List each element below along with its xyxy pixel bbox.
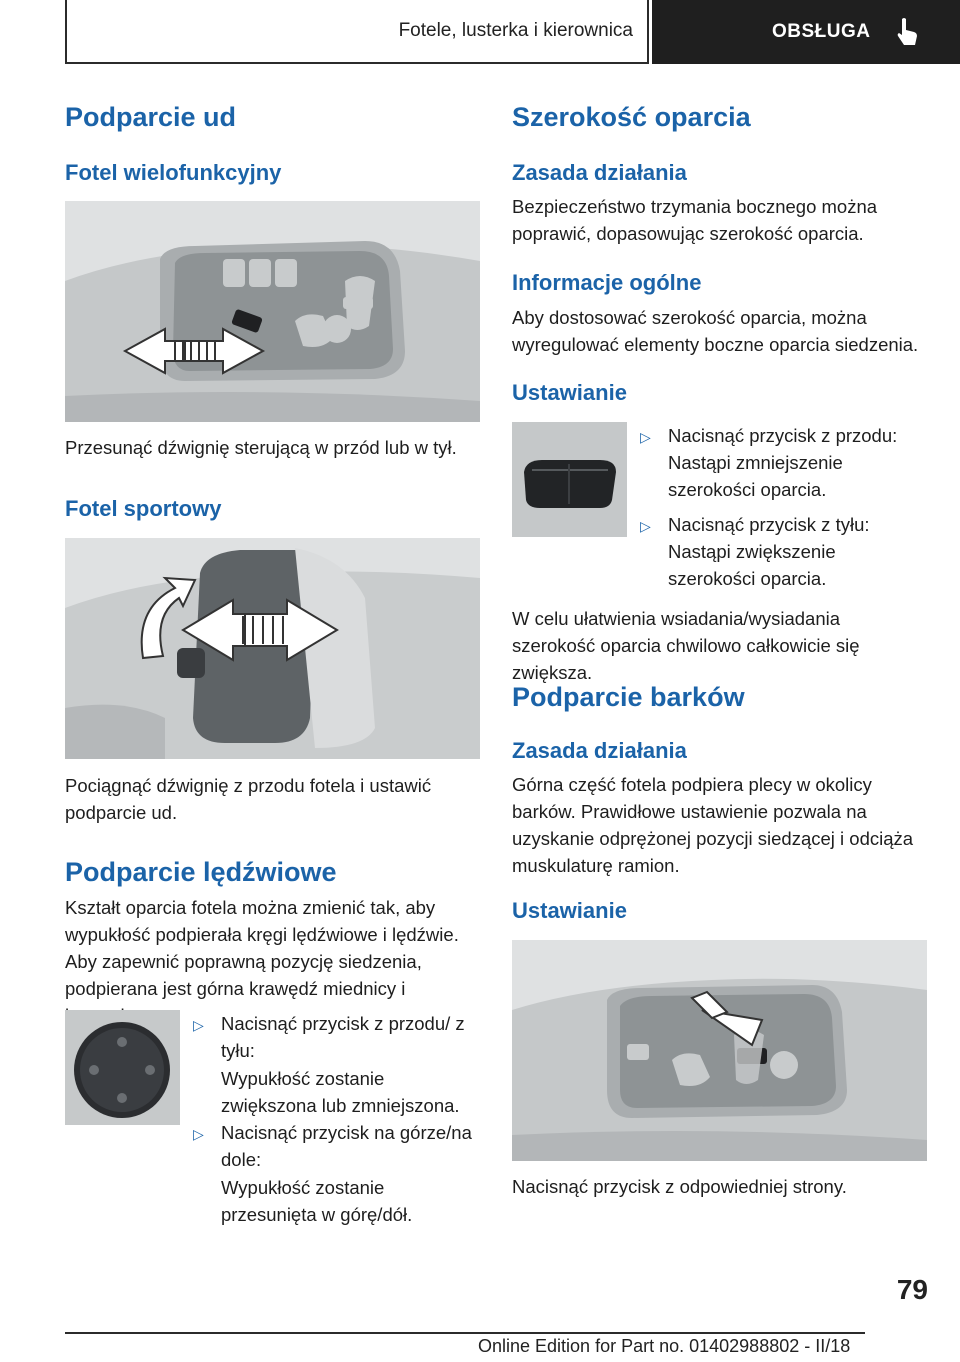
list-bullet-icon: ▷: [640, 429, 651, 445]
list-item: Nacisnąć przycisk z przodu/ z tyłu:: [221, 1013, 465, 1061]
photo-shoulder-support-controls: [512, 940, 927, 1161]
text-press-button: Nacisnąć przycisk z odpowiedniej strony.: [512, 1176, 847, 1197]
heading-lumbar-support: Podparcie lędźwiowe: [65, 857, 337, 887]
list-bullet-icon: ▷: [640, 518, 651, 534]
text-lumbar-support: Kształt oparcia fotela można zmienić tak, aby wypukłość podpierała kręgi lędźwiowe i lędźwie. Aby zapewnić poprawną pozycję siedzenia, podpierana jest górna krawędź miednicy i: [65, 897, 459, 999]
page-number: 79: [896, 1274, 928, 1305]
list-bullet-icon: ▷: [193, 1126, 204, 1142]
photo-sport-seat-lever: [65, 538, 480, 759]
header-chapter-tab: [652, 0, 960, 64]
heading-backrest-width: Szerokość oparcia: [512, 102, 751, 132]
footer-divider: [65, 1332, 865, 1334]
list-item: Nacisnąć przycisk z przodu:: [668, 425, 898, 446]
heading-general-info: Informacje ogólne: [512, 270, 702, 295]
section-title: Fotele, lusterka i kierownica: [398, 20, 633, 41]
heading-sport-seat: Fotel sportowy: [65, 496, 222, 521]
list-item-result: Wypukłość zostanie przesunięta w górę/dół.: [221, 1177, 413, 1225]
text-multifunction-seat: Przesunąć dźwignię sterującą w przód lub w tył.: [65, 437, 457, 458]
hand-pointer-icon: [893, 17, 919, 47]
chapter-title: OBSŁUGA: [772, 21, 871, 42]
list-item-result: Wypukłość zostanie zwiększona lub zmniejszona.: [221, 1068, 460, 1116]
heading-multifunction-seat: Fotel wielofunkcyjny: [65, 160, 282, 185]
header-section-title: [65, 0, 649, 64]
text-shoulder-support: Górna część fotela podpiera plecy w okolicy barków. Prawidłowe ustawienie pozwala na uzyskanie odprężonej pozycji siedzącej i odciąża muskulaturę ramion.: [512, 774, 914, 876]
text-principle: Bezpieczeństwo trzymania bocznego można poprawić, dopasowując szerokość oparcia.: [512, 196, 878, 244]
text-sport-seat: Pociągnąć dźwignię z przodu fotela i ustawić podparcie ud.: [65, 775, 432, 823]
heading-shoulder-support: Podparcie barków: [512, 682, 745, 712]
list-bullet-icon: ▷: [193, 1017, 204, 1033]
heading-thigh-support: Podparcie ud: [65, 102, 237, 132]
footer-edition: Online Edition for Part no. 01402988802 - II/18: [478, 1336, 851, 1356]
list-item-result: Nastąpi zmniejszenie szerokości oparcia.: [668, 452, 843, 500]
photo-lumbar-button: [65, 1010, 180, 1125]
list-item-result: Nastąpi zwiększenie szerokości oparcia.: [668, 541, 836, 589]
photo-backrest-width-button: [512, 422, 627, 537]
list-item: Nacisnąć przycisk na górze/na dole:: [221, 1122, 472, 1170]
list-item: Nacisnąć przycisk z tyłu:: [668, 514, 870, 535]
heading-adjusting-2: Ustawianie: [512, 898, 627, 923]
photo-multifunction-seat-controls: [65, 201, 480, 422]
heading-adjusting: Ustawianie: [512, 380, 627, 405]
heading-principle-2: Zasada działania: [512, 738, 687, 763]
heading-principle: Zasada działania: [512, 160, 687, 185]
text-entry-exit: W celu ułatwienia wsiadania/wysiadania szerokość oparcia chwilowo całkowicie się zwiększa.: [512, 608, 860, 683]
text-general-info: Aby dostosować szerokość oparcia, można wyregulować elementy boczne oparcia siedzenia.: [512, 307, 919, 355]
